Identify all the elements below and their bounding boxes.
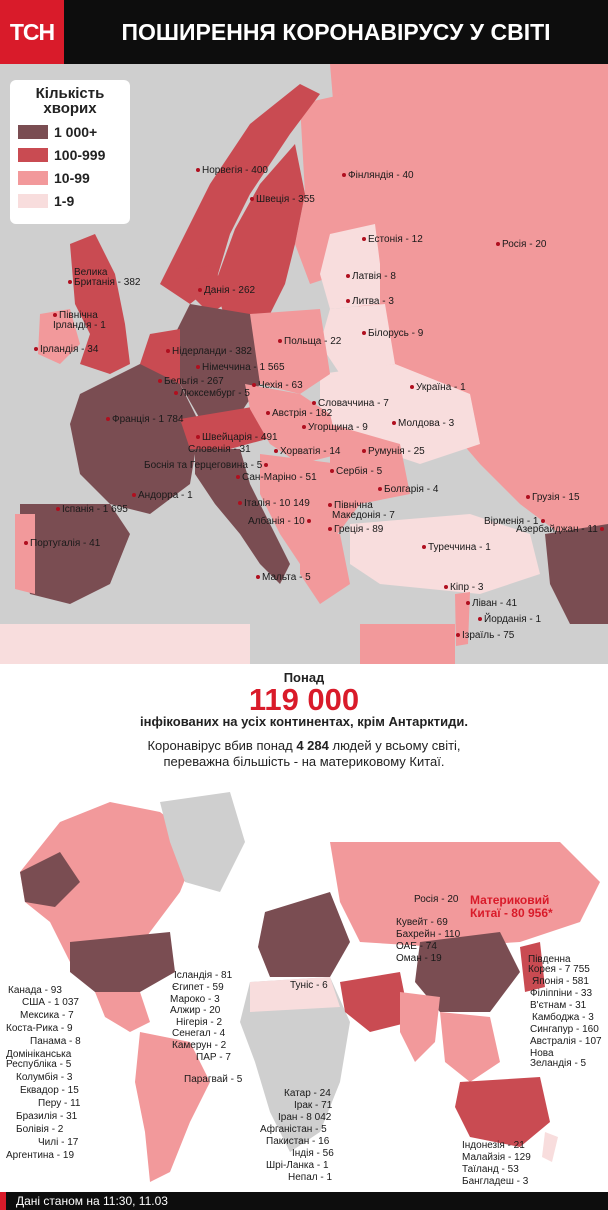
southeast-asia-shape	[440, 1012, 500, 1082]
footer-date-text: Дані станом на 11:30, 11.03	[16, 1194, 168, 1208]
country-label: Непал - 1	[288, 1172, 333, 1183]
legend-swatch	[18, 148, 48, 162]
country-label: Перу - 11	[38, 1098, 81, 1109]
country-label: Йорданія - 1	[478, 614, 541, 625]
legend-item	[18, 147, 105, 163]
country-label: Австрія - 182	[266, 408, 332, 419]
country-label: Сербія - 5	[330, 466, 382, 477]
page-title: ПОШИРЕННЯ КОРОНАВІРУСУ У СВІТІ	[121, 18, 551, 45]
country-label: В'єтнам - 31	[530, 1000, 587, 1011]
country-label: Італія - 10 149	[238, 498, 310, 509]
country-label: Швеція - 355	[250, 194, 315, 205]
legend-item-label: 1-9	[54, 193, 75, 209]
country-label: Індія - 56	[292, 1148, 334, 1159]
country-label: Нідерланди - 382	[166, 346, 252, 357]
legend-item	[18, 124, 97, 140]
country-label: Словаччина - 7	[312, 398, 389, 409]
country-label: Іспанія - 1 695	[56, 504, 128, 515]
legend-swatch	[18, 171, 48, 185]
summary-ponad: Понад	[283, 670, 325, 685]
north-africa-shape	[0, 624, 250, 664]
country-label: Словенія - 31	[188, 444, 251, 455]
country-label: Литва - 3	[346, 296, 394, 307]
country-label: Люксембург - 5	[174, 388, 250, 399]
country-label: Південна	[528, 954, 571, 965]
country-label: Панама - 8	[30, 1036, 81, 1047]
header	[0, 0, 608, 64]
country-label: США - 1 037	[22, 997, 79, 1008]
country-label: Норвегія - 400	[196, 165, 268, 176]
country-label: Пакистан - 16	[266, 1136, 330, 1147]
country-label: Туніс - 6	[290, 980, 328, 991]
country-label: Албанія - 10	[248, 516, 313, 527]
china-line2: Китаї - 80 956*	[470, 906, 553, 920]
country-label: Ірак - 71	[294, 1100, 333, 1111]
country-label: Сенегал - 4	[172, 1028, 226, 1039]
legend-item-label: 100-999	[54, 147, 106, 163]
country-label: Алжир - 20	[170, 1005, 221, 1016]
country-label: Республіка - 5	[6, 1059, 72, 1070]
country-label: Росія - 20	[496, 239, 546, 250]
legend-item	[18, 193, 74, 209]
country-label: Філіппіни - 33	[530, 988, 593, 999]
country-label: Таїланд - 53	[462, 1164, 519, 1175]
country-label: Малайзія - 129	[462, 1152, 531, 1163]
legend-item-label: 10-99	[54, 170, 90, 186]
footer	[0, 1192, 608, 1210]
country-label: Австралія - 107	[530, 1036, 602, 1047]
australia-shape	[455, 1077, 550, 1147]
country-label: ОАЕ - 74	[396, 941, 437, 952]
china-callout	[470, 894, 553, 920]
country-label: Ізраїль - 75	[456, 630, 514, 641]
country-label: Фінляндія - 40	[342, 170, 414, 181]
country-label: Україна - 1	[410, 382, 466, 393]
india-shape	[400, 992, 440, 1062]
footer-accent-bar	[0, 1192, 6, 1210]
country-label: Канада - 93	[8, 985, 62, 996]
legend-swatch	[18, 194, 48, 208]
new-zealand-shape	[542, 1132, 558, 1162]
country-label: Франція - 1 784	[106, 414, 184, 425]
country-label: Латвія - 8	[346, 271, 396, 282]
country-label: Північна	[328, 500, 373, 511]
country-label: Колумбія - 3	[16, 1072, 73, 1083]
country-label: Іран - 8 042	[278, 1112, 332, 1123]
country-label: Нігерія - 2	[176, 1017, 223, 1028]
country-label: Грузія - 15	[526, 492, 580, 503]
country-label: Мальта - 5	[256, 572, 311, 583]
europe-map	[0, 64, 608, 664]
legend-title-line2: хворих	[43, 100, 97, 117]
country-label: Білорусь - 9	[362, 328, 423, 339]
country-label: Болівія - 2	[16, 1124, 64, 1135]
country-label: Ірландія - 1	[53, 320, 106, 331]
country-label: Еквадор - 15	[20, 1085, 79, 1096]
country-label: Кувейт - 69	[396, 917, 448, 928]
country-label: Кіпр - 3	[444, 582, 483, 593]
country-label: Нова	[530, 1048, 554, 1059]
country-label: Японія - 581	[532, 976, 589, 987]
country-label: Ісландія - 81	[174, 970, 233, 981]
central-america-shape	[95, 992, 150, 1032]
country-label: ПАР - 7	[196, 1052, 231, 1063]
tsn-logo: ТСН	[0, 0, 64, 64]
country-label: Сан-Маріно - 51	[236, 472, 317, 483]
legend-item	[18, 170, 90, 186]
legend-item-label: 1 000+	[54, 124, 98, 140]
deaths-line2: переважна більшість - на материковому Китаї.	[163, 754, 445, 769]
china-line1: Материковий	[470, 893, 550, 907]
country-label: Естонія - 12	[362, 234, 423, 245]
country-label: Угорщина - 9	[302, 422, 368, 433]
country-label: Німеччина - 1 565	[196, 362, 285, 373]
country-label: Коста-Рика - 9	[6, 1023, 73, 1034]
country-label: Вірменія - 1	[484, 516, 547, 527]
country-label: Данія - 262	[198, 285, 255, 296]
country-label: Боснія та Герцеговина - 5	[144, 460, 270, 471]
deaths-pre: Коронавірус вбив понад	[147, 738, 297, 753]
country-label: Бразилія - 31	[16, 1111, 78, 1122]
country-label: Сингапур - 160	[530, 1024, 599, 1035]
country-label: Індонезія - 21	[462, 1140, 525, 1151]
legend-swatch	[18, 125, 48, 139]
country-label: Мексика - 7	[20, 1010, 74, 1021]
country-label: Камерун - 2	[172, 1040, 227, 1051]
world-map	[0, 782, 608, 1192]
country-label: Єгипет - 59	[172, 982, 224, 993]
summary-deaths-text	[0, 738, 608, 770]
country-label: Бангладеш - 3	[462, 1176, 529, 1187]
country-label: Парагвай - 5	[184, 1074, 243, 1085]
legend-title-line1: Кількість	[35, 85, 105, 102]
country-label: Корея - 7 755	[528, 964, 590, 975]
country-label: Македонія - 7	[332, 510, 395, 521]
country-label: Греція - 89	[328, 524, 383, 535]
country-label: Камбоджа - 3	[532, 1012, 594, 1023]
country-label: Велика	[74, 267, 108, 278]
russia-asia-shape	[330, 842, 600, 947]
country-label: Румунія - 25	[362, 446, 425, 457]
country-label: Хорватія - 14	[274, 446, 340, 457]
country-label: Росія - 20	[414, 894, 459, 905]
country-label: Андорра - 1	[132, 490, 193, 501]
country-label: Молдова - 3	[392, 418, 454, 429]
egypt-shape	[360, 624, 455, 664]
country-label: Бельгія - 267	[158, 376, 224, 387]
country-label: Британія - 382	[68, 277, 140, 288]
country-label: Північна	[53, 310, 98, 321]
summary-infected-text: інфікованих на усіх континентах, крім Антарктиди.	[139, 714, 468, 729]
country-label: Ірландія - 34	[34, 344, 98, 355]
country-label: Катар - 24	[284, 1088, 331, 1099]
summary-total-count: 119 000	[248, 682, 360, 717]
country-label: Чилі - 17	[38, 1137, 79, 1148]
country-label: Афганістан - 5	[260, 1124, 327, 1135]
legend	[10, 80, 130, 224]
country-label: Швейцарія - 491	[196, 432, 278, 443]
country-label: Шрі-Ланка - 1	[266, 1160, 329, 1171]
country-label: Домініканська	[6, 1049, 72, 1060]
middle-east-shape	[340, 972, 410, 1032]
country-label: Аргентина - 19	[6, 1150, 75, 1161]
country-label: Туреччина - 1	[422, 542, 491, 553]
country-label: Чехія - 63	[252, 380, 303, 391]
country-label: Болгарія - 4	[378, 484, 438, 495]
country-label: Оман - 19	[396, 953, 442, 964]
country-label: Польща - 22	[278, 336, 341, 347]
europe-shape	[258, 892, 350, 977]
country-label: Мароко - 3	[170, 994, 220, 1005]
summary-block	[0, 664, 608, 782]
country-label: Зеландія - 5	[530, 1058, 587, 1069]
country-label: Азербайджан - 11	[516, 524, 606, 535]
legend-title	[10, 86, 130, 116]
usa-shape	[70, 932, 175, 992]
country-label: Португалія - 41	[24, 538, 100, 549]
country-label: Ліван - 41	[466, 598, 517, 609]
deaths-number: 4 284	[296, 738, 329, 753]
country-label: Бахрейн - 110	[396, 929, 461, 940]
portugal-shape	[15, 514, 35, 594]
deaths-post: людей у всьому світі,	[328, 738, 461, 753]
